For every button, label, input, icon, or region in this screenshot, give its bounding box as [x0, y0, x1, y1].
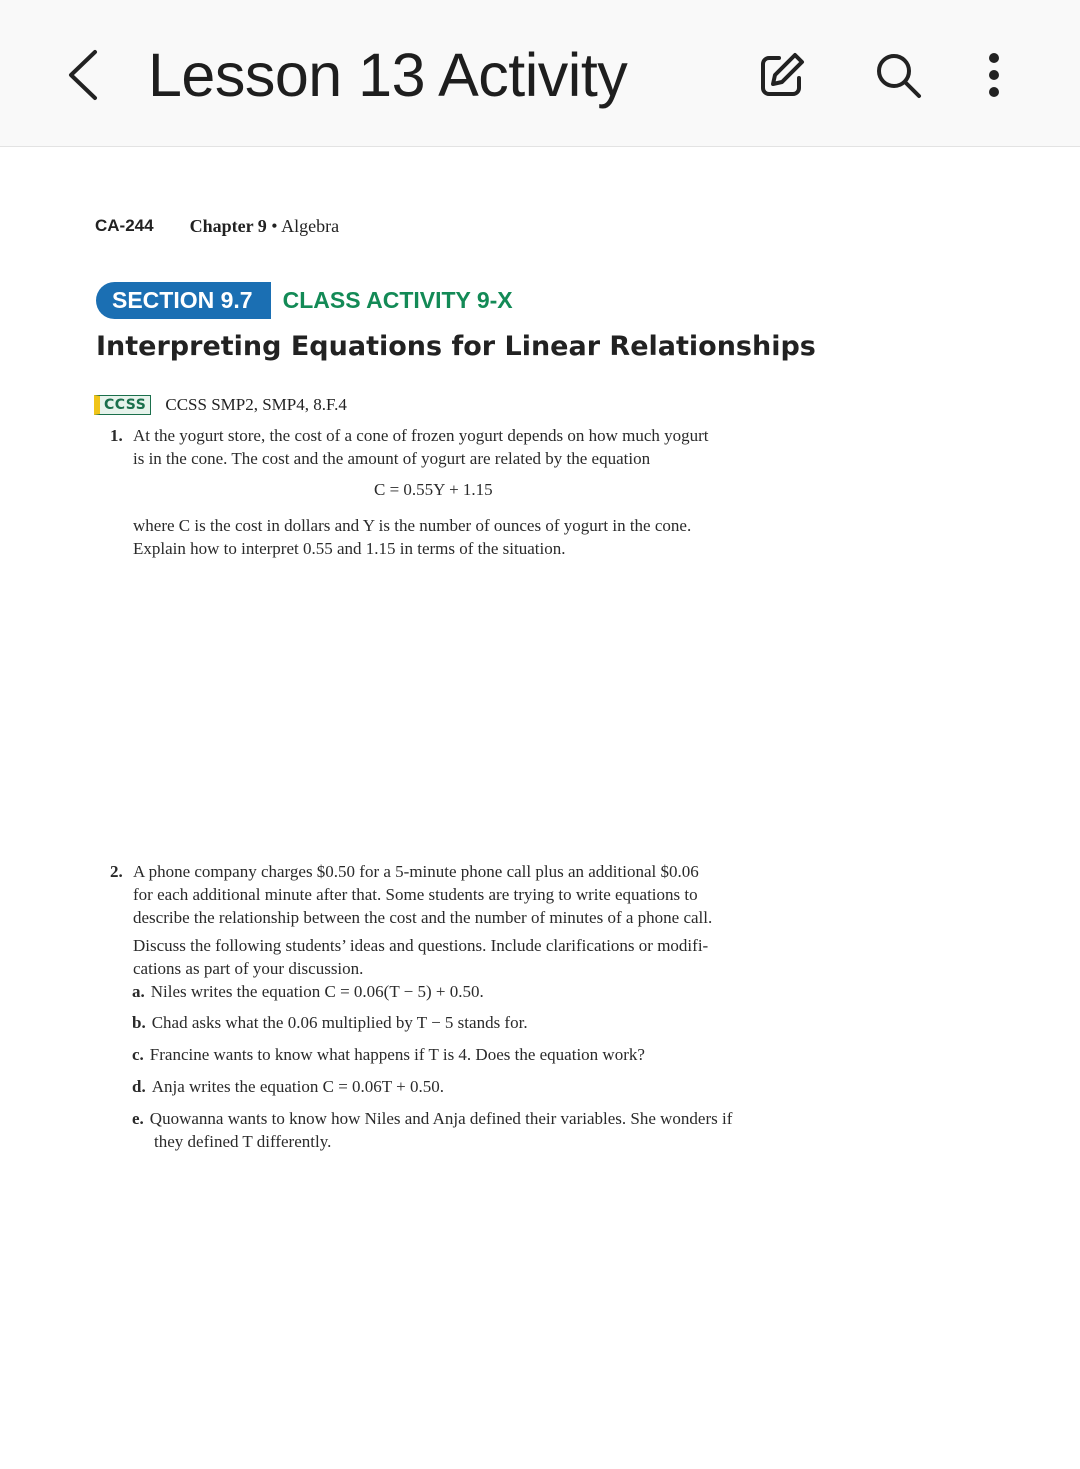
problem-text-line: is in the cone. The cost and the amount of yogurt are related by the equation	[133, 449, 651, 468]
more-options-button[interactable]	[964, 44, 1024, 106]
back-button[interactable]	[58, 44, 108, 106]
activity-label: CLASS ACTIVITY 9-X	[269, 282, 513, 319]
problem-text-line: At the yogurt store, the cost of a cone of frozen yogurt depends on how much yogurt	[133, 426, 709, 445]
activity-title: Interpreting Equations for Linear Relationships	[96, 331, 816, 362]
page-number: CA-244	[95, 216, 154, 235]
problem-text-line: describe the relationship between the cost and the number of minutes of a phone call.	[133, 908, 713, 927]
problem-text-line: cations as part of your discussion.	[133, 959, 364, 978]
part-label: e.	[132, 1109, 144, 1128]
part-text: Francine wants to know what happens if T is 4. Does the equation work?	[149, 1045, 645, 1064]
problem-2	[110, 860, 712, 929]
edit-button[interactable]	[752, 44, 812, 106]
ccss-standards	[94, 395, 347, 415]
part-a	[132, 980, 484, 1003]
part-text: they defined T differently.	[154, 1132, 332, 1151]
part-text: Chad asks what the 0.06 multiplied by T − 5 stands for.	[151, 1013, 528, 1032]
part-e	[132, 1107, 732, 1130]
problem-text-line: for each additional minute after that. Some students are trying to write equations to	[133, 885, 698, 904]
part-e-continued	[154, 1130, 331, 1153]
chevron-left-icon	[66, 49, 100, 101]
part-label: a.	[132, 982, 145, 1001]
part-label: c.	[132, 1045, 144, 1064]
search-icon	[873, 50, 923, 100]
chapter-topic: Algebra	[281, 215, 340, 236]
problem-text-line: Discuss the following students’ ideas and questions. Include clarifications or modifi-	[133, 936, 709, 955]
page-title: Lesson 13 Activity	[148, 41, 628, 109]
problem-text-line: Explain how to interpret 0.55 and 1.15 in terms of the situation.	[133, 539, 566, 558]
part-text: Quowanna wants to know how Niles and Anja defined their variables. She wonders if	[149, 1109, 733, 1128]
discussion-prompt	[133, 934, 708, 980]
part-text: Anja writes the equation C = 0.06T + 0.50.	[151, 1077, 444, 1096]
section-label: SECTION 9.7	[96, 282, 269, 319]
ccss-standards-text: CCSS SMP2, SMP4, 8.F.4	[165, 395, 347, 414]
search-button[interactable]	[868, 44, 928, 106]
section-banner	[96, 282, 513, 319]
chapter-name: Chapter 9	[189, 215, 267, 236]
edit-icon	[757, 50, 807, 100]
part-b	[132, 1011, 528, 1034]
chapter-label	[190, 216, 339, 237]
part-c	[132, 1043, 645, 1066]
part-d	[132, 1075, 444, 1098]
problem-1-continued	[133, 514, 691, 560]
part-label: d.	[132, 1077, 146, 1096]
app-bar	[0, 0, 1080, 147]
chapter-separator: •	[271, 215, 278, 236]
problem-number: 2.	[110, 862, 123, 881]
part-text: Niles writes the equation C = 0.06(T − 5) + 0.50.	[150, 982, 484, 1001]
page-header	[95, 214, 339, 238]
problem-1	[110, 424, 709, 470]
more-vertical-icon	[984, 50, 1004, 100]
problem-text-line: where C is the cost in dollars and Y is the number of ounces of yogurt in the cone.	[133, 516, 692, 535]
equation: C = 0.55Y + 1.15	[374, 480, 493, 499]
problem-number: 1.	[110, 426, 123, 445]
ccss-badge: CCSS	[94, 395, 151, 415]
problem-text-line: A phone company charges $0.50 for a 5-minute phone call plus an additional $0.06	[133, 862, 699, 881]
part-label: b.	[132, 1013, 146, 1032]
